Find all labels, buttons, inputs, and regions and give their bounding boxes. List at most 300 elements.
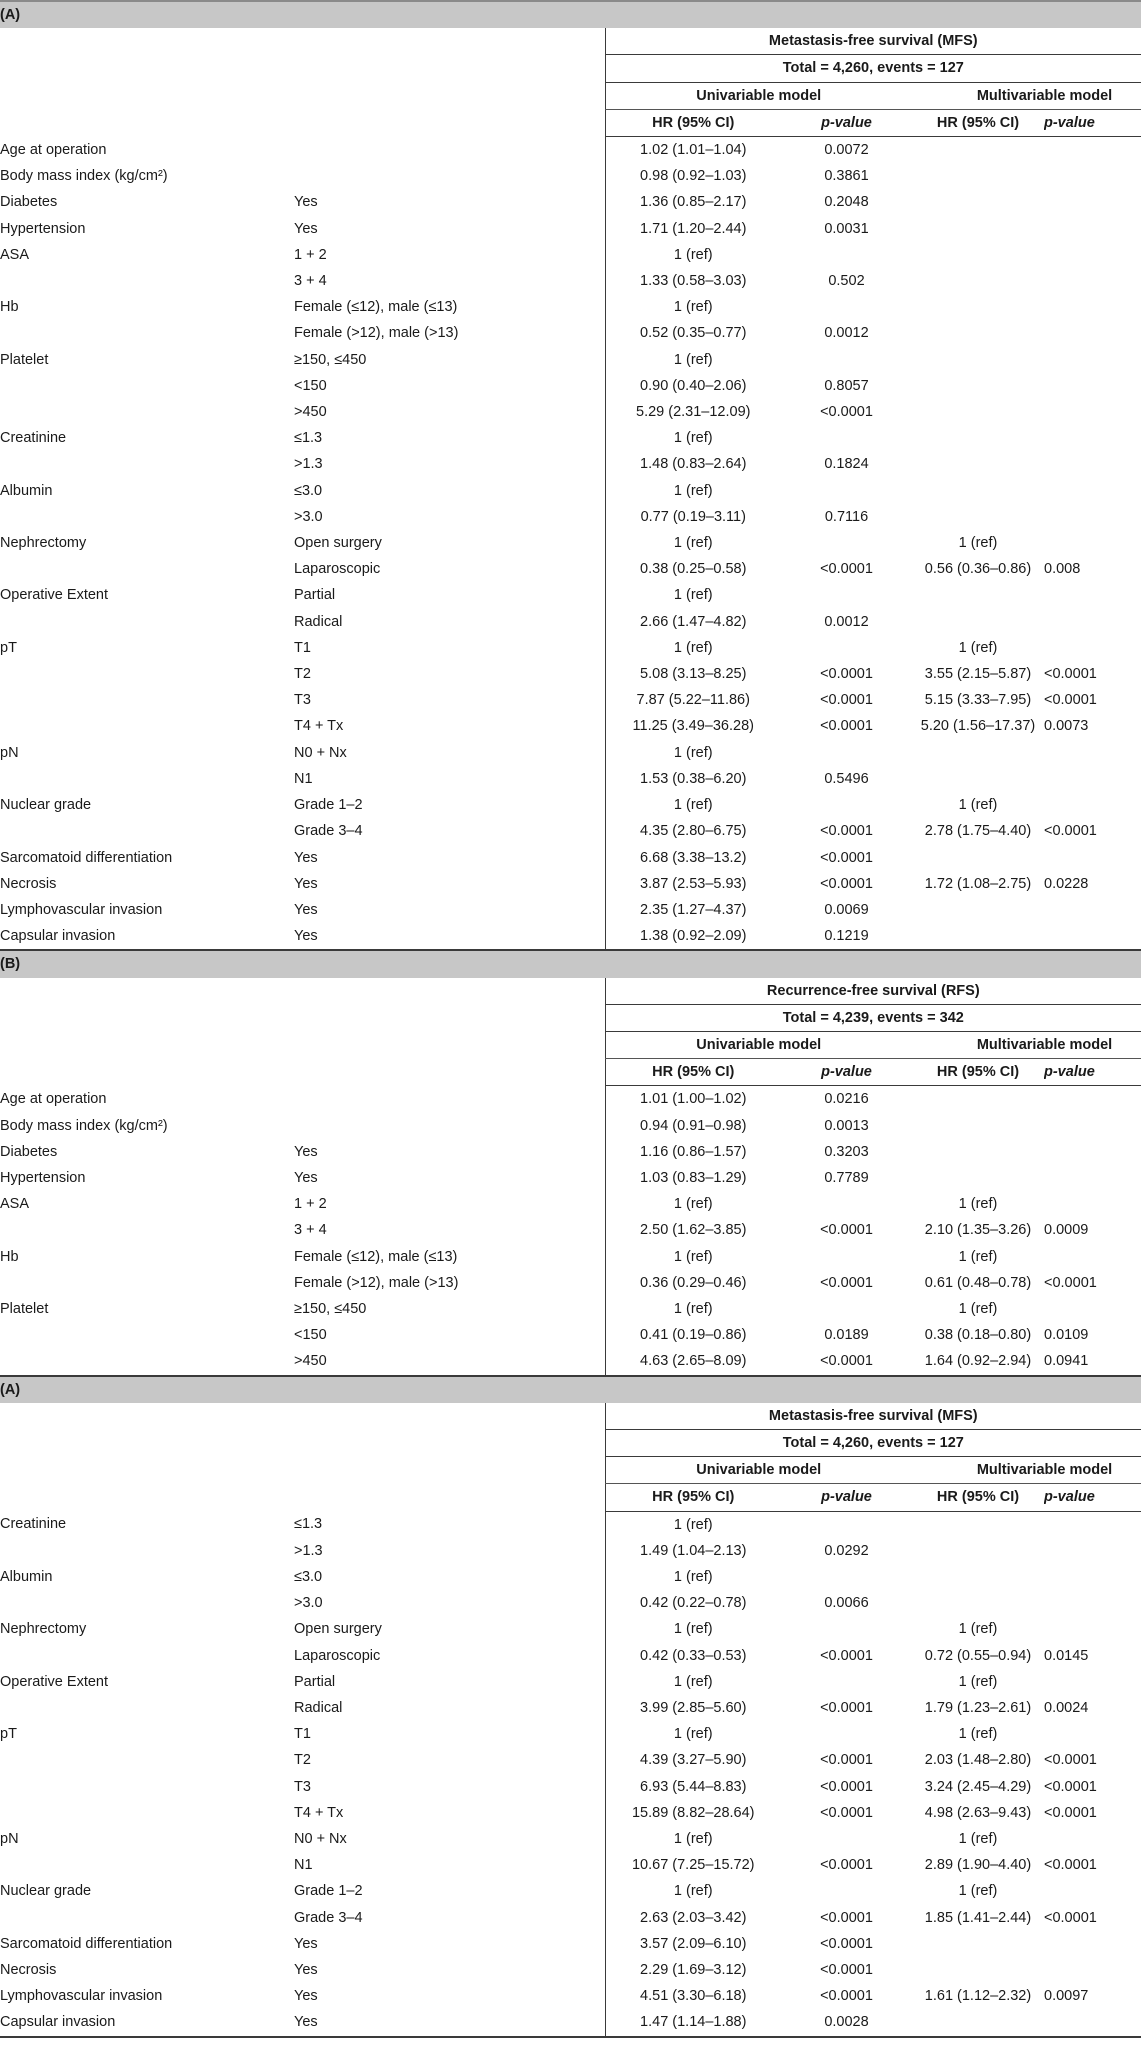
cell-category: T2	[294, 666, 311, 683]
table-row	[0, 294, 1141, 320]
cell-uni-p: 0.1824	[824, 456, 869, 473]
p-value-header: p-value	[781, 109, 912, 136]
hr-ci-header: HR (95% CI)	[605, 1484, 781, 1511]
cell-category: Yes	[294, 1935, 318, 1952]
cell-multi-hr	[912, 897, 1044, 923]
cell-uni-hr: 2.35 (1.27–4.37)	[605, 897, 781, 923]
cell-multi-hr	[912, 294, 1044, 320]
cell-uni-p: 0.0012	[824, 325, 869, 342]
cell-uni-p: 0.0069	[824, 901, 869, 918]
header-blank	[0, 1403, 605, 1430]
p-value-header: p-value	[1044, 109, 1141, 136]
header-blank	[0, 1484, 605, 1511]
cell-uni-p	[781, 1244, 912, 1270]
cell-uni-p	[781, 1616, 912, 1642]
cell-category: Yes	[294, 194, 318, 211]
multivariable-model-header: Multivariable model	[912, 82, 1141, 109]
cell-multi-hr	[912, 766, 1044, 792]
cell-uni-hr: 1.16 (0.86–1.57)	[605, 1139, 781, 1165]
cell-multi-p	[1044, 1296, 1141, 1322]
section-label-row	[0, 1376, 1141, 1403]
cell-multi-hr: 1.61 (1.12–2.32)	[924, 1988, 1032, 2005]
table-row	[0, 897, 1141, 923]
cell-category: ≤3.0	[294, 482, 323, 499]
cell-uni-p	[781, 425, 912, 451]
cell-uni-hr: 1.47 (1.14–1.88)	[605, 2009, 781, 2036]
cell-category: Female (>12), male (>13)	[294, 1274, 459, 1291]
cell-multi-p	[1044, 1721, 1141, 1747]
table-row	[0, 1983, 1141, 2009]
cell-variable: Diabetes	[0, 194, 58, 211]
cell-variable: pT	[0, 1726, 17, 1743]
cell-multi-hr	[912, 1564, 1044, 1590]
cell-multi-p: 0.0228	[1044, 875, 1089, 892]
table-row	[0, 687, 1141, 713]
cell-multi-p	[1044, 1165, 1141, 1191]
cell-variable	[0, 661, 294, 687]
cell-multi-p: 0.0145	[1044, 1647, 1089, 1664]
cell-multi-hr	[912, 451, 1044, 477]
p-value-header: p-value	[1044, 1484, 1141, 1511]
cell-uni-p: <0.0001	[820, 1962, 873, 1979]
cell-multi-p	[1044, 897, 1141, 923]
cell-multi-hr	[912, 425, 1044, 451]
cell-category: ≥150, ≤450	[294, 1300, 367, 1317]
cell-uni-p	[781, 294, 912, 320]
cell-uni-p: <0.0001	[820, 1909, 873, 1926]
cell-uni-hr: 15.89 (8.82–28.64)	[605, 1800, 781, 1826]
p-value-header: p-value	[1044, 1059, 1141, 1086]
table-row	[0, 530, 1141, 556]
model-header-row	[0, 1457, 1141, 1484]
cell-variable	[0, 373, 294, 399]
table-row	[0, 1538, 1141, 1564]
cell-variable: Operative Extent	[0, 587, 108, 604]
cell-multi-p	[1044, 268, 1141, 294]
table-row	[0, 1564, 1141, 1590]
cell-variable	[0, 1695, 294, 1721]
p-value-header: p-value	[781, 1059, 912, 1086]
cell-category	[294, 163, 605, 189]
cell-multi-p: <0.0001	[1044, 1857, 1097, 1874]
cell-multi-hr: 3.24 (2.45–4.29)	[924, 1778, 1032, 1795]
cell-uni-hr: 1 (ref)	[605, 1564, 781, 1590]
header-blank	[0, 978, 605, 1005]
cell-variable	[0, 713, 294, 739]
cell-uni-hr: 0.98 (0.92–1.03)	[605, 163, 781, 189]
cell-multi-hr: 1 (ref)	[958, 1883, 998, 1900]
cell-uni-p	[781, 1511, 912, 1538]
cell-category: Partial	[294, 587, 336, 604]
cell-uni-hr: 11.25 (3.49–36.28)	[605, 713, 781, 739]
cell-uni-hr: 3.99 (2.85–5.60)	[605, 1695, 781, 1721]
cell-multi-p	[1044, 740, 1141, 766]
cell-multi-hr	[912, 478, 1044, 504]
column-header-row	[0, 109, 1141, 136]
table-row	[0, 320, 1141, 346]
outcome-header-row	[0, 978, 1141, 1005]
cell-multi-hr: 2.78 (1.75–4.40)	[924, 823, 1032, 840]
cell-multi-p	[1044, 1511, 1141, 1538]
table-row	[0, 504, 1141, 530]
cell-multi-hr	[912, 1590, 1044, 1616]
cell-uni-p	[781, 792, 912, 818]
model-header-row	[0, 1031, 1141, 1058]
cell-uni-p	[781, 1826, 912, 1852]
outcome-title: Metastasis-free survival (MFS)	[605, 1403, 1141, 1430]
cell-category: Yes	[294, 901, 318, 918]
cell-variable	[0, 1590, 294, 1616]
table-row	[0, 268, 1141, 294]
table-row	[0, 1669, 1141, 1695]
cell-multi-p	[1044, 923, 1141, 950]
cell-category: 3 + 4	[294, 273, 327, 290]
cell-category: N1	[294, 1857, 313, 1874]
table-row	[0, 1244, 1141, 1270]
cell-variable: pN	[0, 744, 19, 761]
cell-uni-hr: 0.77 (0.19–3.11)	[605, 504, 781, 530]
model-header-row	[0, 82, 1141, 109]
cell-uni-hr: 1 (ref)	[605, 242, 781, 268]
cell-category: ≥150, ≤450	[294, 351, 367, 368]
cell-variable: Body mass index (kg/cm²)	[0, 1117, 168, 1134]
cell-category: Radical	[294, 613, 343, 630]
cell-uni-hr: 1.01 (1.00–1.02)	[605, 1086, 781, 1113]
cell-variable: Necrosis	[0, 875, 57, 892]
table-row	[0, 766, 1141, 792]
cell-uni-p	[781, 1721, 912, 1747]
cell-uni-p: <0.0001	[820, 718, 873, 735]
cell-multi-p	[1044, 189, 1141, 215]
cell-variable: Hb	[0, 1248, 19, 1265]
cell-uni-hr: 0.36 (0.29–0.46)	[605, 1270, 781, 1296]
cell-category: ≤3.0	[294, 1568, 323, 1585]
cell-uni-hr: 1 (ref)	[605, 792, 781, 818]
cell-uni-hr: 3.87 (2.53–5.93)	[605, 871, 781, 897]
table-row	[0, 1800, 1141, 1826]
cell-multi-hr: 0.56 (0.36–0.86)	[924, 561, 1032, 578]
cell-uni-p: 0.0013	[824, 1117, 869, 1134]
table-row	[0, 373, 1141, 399]
cell-multi-hr	[912, 189, 1044, 215]
cell-multi-hr: 2.89 (1.90–4.40)	[924, 1857, 1032, 1874]
cell-variable: Nuclear grade	[0, 1883, 92, 1900]
cell-multi-hr	[912, 1113, 1044, 1139]
cell-uni-p: 0.0292	[824, 1542, 869, 1559]
cell-uni-hr: 1 (ref)	[605, 478, 781, 504]
cell-multi-p	[1044, 1669, 1141, 1695]
table-row	[0, 713, 1141, 739]
cell-multi-hr: 2.10 (1.35–3.26)	[924, 1222, 1032, 1239]
cell-uni-p	[781, 1296, 912, 1322]
cell-variable: Hb	[0, 299, 19, 316]
cell-category: Partial	[294, 1673, 336, 1690]
outcome-header-row	[0, 28, 1141, 55]
table-body	[0, 1, 1141, 2037]
table-row	[0, 845, 1141, 871]
cell-uni-p: 0.0028	[781, 2009, 912, 2036]
cell-category: T4 + Tx	[294, 1804, 344, 1821]
table-row	[0, 1774, 1141, 1800]
cell-category: Grade 1–2	[294, 797, 363, 814]
cell-uni-hr: 1 (ref)	[605, 1616, 781, 1642]
cell-uni-hr: 0.90 (0.40–2.06)	[605, 373, 781, 399]
cell-uni-p: 0.0189	[824, 1327, 869, 1344]
cell-category	[294, 137, 605, 164]
table-row	[0, 189, 1141, 215]
cell-variable	[0, 1905, 294, 1931]
cell-multi-p	[1044, 1878, 1141, 1904]
cell-category: N0 + Nx	[294, 1831, 347, 1848]
cell-uni-hr: 1 (ref)	[605, 582, 781, 608]
table-row	[0, 1721, 1141, 1747]
multivariable-model-header: Multivariable model	[912, 1457, 1141, 1484]
cell-uni-p: <0.0001	[820, 1274, 873, 1291]
cell-multi-p: <0.0001	[1044, 692, 1097, 709]
table-row	[0, 792, 1141, 818]
table-row	[0, 399, 1141, 425]
cell-multi-p	[1044, 609, 1141, 635]
cell-uni-hr: 3.57 (2.09–6.10)	[605, 1931, 781, 1957]
header-blank	[0, 1429, 605, 1456]
table-row	[0, 216, 1141, 242]
table-row	[0, 1113, 1141, 1139]
cell-uni-p	[781, 740, 912, 766]
cell-variable	[0, 1538, 294, 1564]
cell-uni-hr: 1.48 (0.83–2.64)	[605, 451, 781, 477]
cell-category: Female (≤12), male (≤13)	[294, 299, 458, 316]
cell-category: >1.3	[294, 456, 323, 473]
cell-category: Yes	[294, 2009, 605, 2036]
header-blank	[0, 109, 605, 136]
cell-multi-p: <0.0001	[1044, 1778, 1097, 1795]
cell-multi-p: 0.0024	[1044, 1700, 1089, 1716]
cell-multi-hr	[912, 845, 1044, 871]
cell-uni-p: <0.0001	[820, 1857, 873, 1874]
cell-variable: Nuclear grade	[0, 797, 92, 814]
cell-multi-hr: 1 (ref)	[958, 1300, 998, 1317]
cell-uni-p: 0.1219	[781, 923, 912, 950]
cell-variable: Age at operation	[0, 1091, 107, 1108]
table-row	[0, 1296, 1141, 1322]
cell-category: Yes	[294, 1169, 318, 1186]
cell-uni-hr: 2.63 (2.03–3.42)	[605, 1905, 781, 1931]
cell-category: Laparoscopic	[294, 1647, 381, 1664]
cell-uni-hr: 1 (ref)	[605, 1511, 781, 1538]
cell-uni-hr: 0.38 (0.25–0.58)	[605, 556, 781, 582]
cell-uni-p: <0.0001	[820, 1222, 873, 1239]
cell-multi-p: <0.0001	[1044, 823, 1097, 840]
cell-uni-hr: 1.38 (0.92–2.09)	[605, 923, 781, 950]
cell-category: Female (>12), male (>13)	[294, 325, 459, 342]
cell-uni-hr: 6.93 (5.44–8.83)	[605, 1774, 781, 1800]
cell-uni-p: <0.0001	[820, 875, 873, 892]
cell-category	[294, 1086, 605, 1113]
cell-multi-hr: 1 (ref)	[958, 1196, 998, 1213]
total-events: Total = 4,239, events = 342	[605, 1004, 1141, 1031]
cell-multi-hr	[912, 320, 1044, 346]
column-header-row	[0, 1059, 1141, 1086]
table-row	[0, 1139, 1141, 1165]
cell-multi-hr: 1 (ref)	[958, 535, 998, 552]
multivariable-model-header: Multivariable model	[912, 1031, 1141, 1058]
cell-multi-hr	[912, 2009, 1044, 2036]
cell-multi-p: 0.008	[1044, 561, 1081, 578]
cell-uni-p	[781, 582, 912, 608]
table-row	[0, 1511, 1141, 1538]
table-row	[0, 1217, 1141, 1243]
cell-multi-hr: 1 (ref)	[958, 1726, 998, 1743]
cell-uni-p: 0.0066	[824, 1595, 869, 1612]
cell-variable: Operative Extent	[0, 1673, 108, 1690]
cell-multi-p	[1044, 347, 1141, 373]
cell-multi-hr: 1 (ref)	[958, 1831, 998, 1848]
cell-multi-hr	[912, 1165, 1044, 1191]
cell-multi-hr: 4.98 (2.63–9.43)	[924, 1804, 1032, 1821]
cell-multi-p	[1044, 425, 1141, 451]
cell-variable: Nephrectomy	[0, 1621, 87, 1638]
cell-variable: Creatinine	[0, 430, 67, 447]
cell-variable	[0, 451, 294, 477]
cell-multi-hr: 3.55 (2.15–5.87)	[924, 666, 1032, 683]
cell-variable: Nephrectomy	[0, 535, 87, 552]
cell-uni-p: 0.3861	[824, 168, 869, 185]
hr-ci-header: HR (95% CI)	[912, 1484, 1044, 1511]
cell-category: Laparoscopic	[294, 561, 381, 578]
cell-uni-hr: 5.08 (3.13–8.25)	[605, 661, 781, 687]
cell-multi-p	[1044, 242, 1141, 268]
cell-multi-hr	[912, 1511, 1044, 1538]
cell-variable: Lymphovascular invasion	[0, 901, 163, 918]
cell-uni-hr: 1 (ref)	[605, 1826, 781, 1852]
univariable-model-header: Univariable model	[605, 1457, 912, 1484]
cell-uni-hr: 0.41 (0.19–0.86)	[605, 1322, 781, 1348]
cell-multi-hr: 0.61 (0.48–0.78)	[924, 1274, 1032, 1291]
cell-uni-p: 0.0031	[824, 220, 869, 237]
cell-multi-p	[1044, 1616, 1141, 1642]
table-row	[0, 1165, 1141, 1191]
cell-multi-hr	[912, 1931, 1044, 1957]
cell-uni-p: 0.0012	[824, 613, 869, 630]
cell-variable	[0, 1800, 294, 1826]
cell-uni-hr: 1 (ref)	[605, 425, 781, 451]
table-row	[0, 2009, 1141, 2036]
cell-category: T4 + Tx	[294, 718, 344, 735]
cell-variable	[0, 1747, 294, 1773]
cell-category: Yes	[294, 849, 318, 866]
cell-uni-hr: 1 (ref)	[605, 1721, 781, 1747]
table-row	[0, 609, 1141, 635]
cell-variable: Sarcomatoid differentiation	[0, 849, 173, 866]
cell-uni-p: 0.0216	[824, 1091, 869, 1108]
cell-uni-hr: 1.53 (0.38–6.20)	[605, 766, 781, 792]
univariable-model-header: Univariable model	[605, 1031, 912, 1058]
cell-multi-p: <0.0001	[1044, 1274, 1097, 1291]
cell-variable: pT	[0, 639, 17, 656]
cell-category: Yes	[294, 923, 605, 950]
cell-variable: pN	[0, 1831, 19, 1848]
cell-uni-hr: 1.02 (1.01–1.04)	[605, 137, 781, 164]
cell-multi-p: 0.0097	[1044, 1988, 1089, 2005]
cell-category: T1	[294, 639, 311, 656]
cell-variable: Platelet	[0, 1300, 49, 1317]
table-row	[0, 137, 1141, 164]
cell-uni-hr: 0.94 (0.91–0.98)	[605, 1113, 781, 1139]
cell-uni-hr: 1 (ref)	[605, 294, 781, 320]
cell-uni-hr: 2.29 (1.69–3.12)	[605, 1957, 781, 1983]
cell-uni-p: 0.7789	[824, 1169, 869, 1186]
cell-multi-p	[1044, 399, 1141, 425]
cell-category: Radical	[294, 1700, 343, 1716]
cell-multi-p	[1044, 478, 1141, 504]
cell-multi-hr: 1 (ref)	[958, 1621, 998, 1638]
cell-uni-hr: 2.66 (1.47–4.82)	[605, 609, 781, 635]
cell-multi-p	[1044, 1113, 1141, 1139]
table-row	[0, 1878, 1141, 1904]
cell-multi-hr	[912, 740, 1044, 766]
table-row	[0, 1695, 1141, 1721]
cell-variable	[0, 320, 294, 346]
cell-uni-p: <0.0001	[820, 666, 873, 683]
cell-uni-p: 0.2048	[824, 194, 869, 211]
cell-multi-hr	[912, 923, 1044, 950]
cell-uni-p: <0.0001	[820, 1804, 873, 1821]
table-row	[0, 1270, 1141, 1296]
cell-multi-hr	[912, 504, 1044, 530]
hr-ci-header: HR (95% CI)	[605, 1059, 781, 1086]
header-blank	[0, 1457, 605, 1484]
cell-category: Female (≤12), male (≤13)	[294, 1248, 458, 1265]
cell-uni-p: 0.502	[828, 273, 865, 290]
cell-variable: Hypertension	[0, 220, 86, 237]
cell-category: N0 + Nx	[294, 744, 347, 761]
cell-uni-hr: 1.71 (1.20–2.44)	[605, 216, 781, 242]
cell-multi-p	[1044, 1931, 1141, 1957]
cell-variable	[0, 268, 294, 294]
cell-category: <150	[294, 1327, 327, 1344]
cell-multi-p: <0.0001	[1044, 1909, 1097, 1926]
cell-category: Open surgery	[294, 535, 382, 552]
cell-category: Grade 3–4	[294, 823, 363, 840]
outcome-title: Recurrence-free survival (RFS)	[605, 978, 1141, 1005]
table-row	[0, 871, 1141, 897]
cell-multi-hr: 1.79 (1.23–2.61)	[924, 1700, 1032, 1716]
cell-uni-hr: 7.87 (5.22–11.86)	[605, 687, 781, 713]
cell-multi-p	[1044, 1957, 1141, 1983]
total-events: Total = 4,260, events = 127	[605, 55, 1141, 82]
total-events: Total = 4,260, events = 127	[605, 1429, 1141, 1456]
table-row	[0, 1643, 1141, 1669]
cell-uni-hr: 0.42 (0.22–0.78)	[605, 1590, 781, 1616]
cell-variable: Body mass index (kg/cm²)	[0, 168, 168, 185]
cell-variable: Lymphovascular invasion	[0, 1988, 163, 2005]
cell-variable	[0, 1348, 294, 1375]
cell-variable	[0, 1322, 294, 1348]
cell-variable: Necrosis	[0, 1962, 57, 1979]
cell-multi-hr	[912, 609, 1044, 635]
cell-uni-p	[781, 1669, 912, 1695]
univariable-model-header: Univariable model	[605, 82, 912, 109]
table-row	[0, 1590, 1141, 1616]
cell-multi-hr: 5.20 (1.56–17.37)	[920, 718, 1036, 735]
cell-uni-hr: 0.52 (0.35–0.77)	[605, 320, 781, 346]
cell-variable: Age at operation	[0, 141, 107, 158]
cell-category: N1	[294, 770, 313, 787]
table-row	[0, 242, 1141, 268]
table-row	[0, 1086, 1141, 1113]
cell-multi-hr	[912, 268, 1044, 294]
cell-multi-hr: 1 (ref)	[958, 1248, 998, 1265]
